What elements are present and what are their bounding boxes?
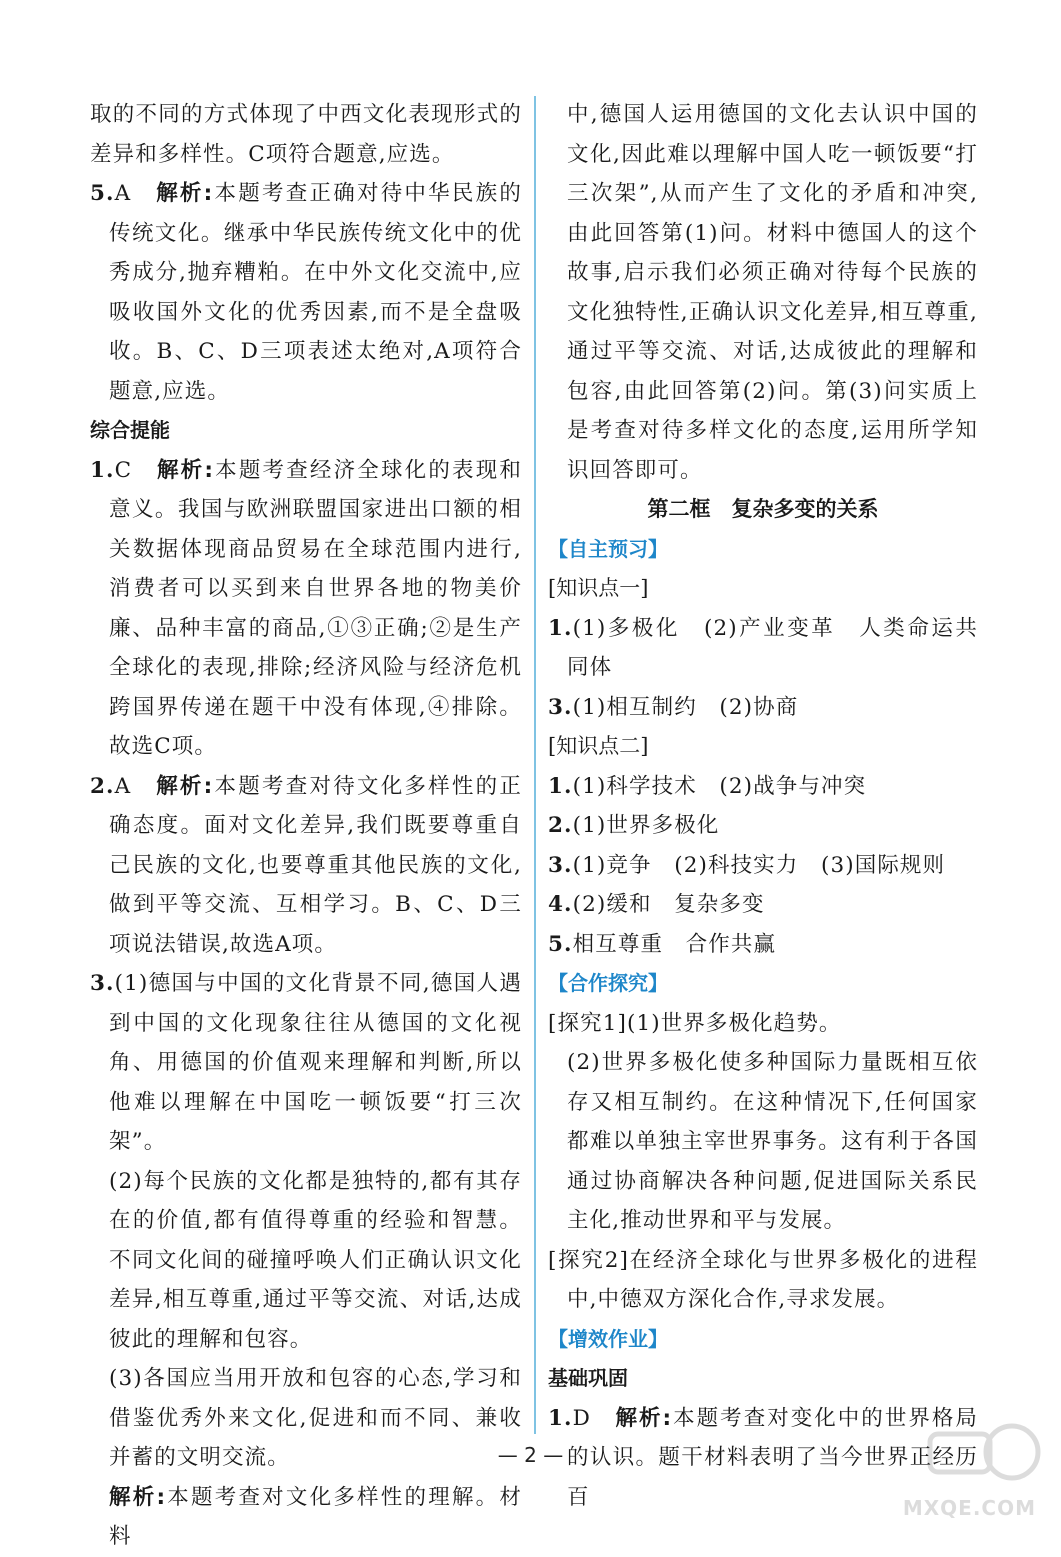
analysis-label: 解析: <box>615 1405 673 1431</box>
answer-number: 3. <box>90 971 115 996</box>
answer-z3-part2: (2)每个民族的文化都是独特的,都有其存在的价值,都有值得尊重的经验和智慧。不同文化间的碰撞呼唤人们正确认识文化差异,相互尊重,通过平等交流、对话,达成彼此的理解和包容。 <box>109 1168 522 1352</box>
tag-self-preview: 【自主预习】 <box>548 536 668 561</box>
answer-text: (1)德国与中国的文化背景不同,德国人遇到中国的文化现象往往从德国的文化视角、用德国的价值观来理解和判断,所以他难以理解在中国吃一顿饭要“打三次架”。 <box>109 971 522 1154</box>
answer-text: 本题考查正确对待中华民族的传统文化。继承中华民族传统文化中的优秀成分,抛弃糟粕。在中外文化交流中,应吸收国外文化的优秀因素,而不是全盘吸收。B、C、D三项表述太绝对,A项符合题意,应选。 <box>109 181 522 404</box>
item-number: 3. <box>548 694 573 720</box>
analysis-label: 解析: <box>157 457 215 483</box>
answer-number: 2. <box>90 773 115 799</box>
item-number: 3. <box>548 852 573 878</box>
watermark-text: MXQE.COM <box>902 1496 1036 1520</box>
kp1-item <box>548 688 978 728</box>
analysis-label: 解析: <box>109 1484 167 1510</box>
answer-choice: D <box>572 1405 591 1431</box>
lesson-title: 第二框 复杂多变的关系 <box>647 497 879 521</box>
right-column <box>548 95 978 1517</box>
answer-choice: A <box>114 773 132 799</box>
item-text: (2)缓和 复杂多变 <box>572 892 765 917</box>
right-continuation: 中,德国人运用德国的文化去认识中国的文化,因此难以理解中国人吃一顿饭要“打三次架”,从而产生了文化的矛盾和冲突,由此回答第(1)问。材料中德国人的这个故事,启示我们必须正确对待每个民族的文化独特性,正确认识文化差异,相互尊重,通过平等交流、对话,达成彼此的理解和包容,由此回答第(2)问。第(3)问实质上是考查对待多样文化的态度,运用所学知识回答即可。 <box>567 102 978 483</box>
left-continuation: 取的不同的方式体现了中西文化表现形式的差异和多样性。C项符合题意,应选。 <box>90 102 522 167</box>
explore-label: [探究1] <box>548 1010 627 1036</box>
item-text: (1)世界多极化 <box>572 813 720 838</box>
kp2-item <box>548 925 978 965</box>
item-text: (1)多极化 (2)产业变革 人类命运共同体 <box>567 615 978 680</box>
item-number: 5. <box>548 931 573 957</box>
item-number: 4. <box>548 892 573 917</box>
answer-z1 <box>90 451 522 767</box>
answer-z2 <box>90 767 522 965</box>
answer-5 <box>90 174 522 411</box>
item-number: 1. <box>548 615 573 641</box>
section-heading-comprehensive: 综合提能 <box>90 418 170 442</box>
item-number: 1. <box>548 773 573 799</box>
explore-2 <box>548 1241 978 1320</box>
answer-text: 本题考查经济全球化的表现和意义。我国与欧洲联盟国家进出口额的相关数据体现商品贸易在全球范围内进行,消费者可以买到来自世界各地的物美价廉、品种丰富的商品,①③正确;②是生产全球化的表现,排除;经济风险与经济危机跨国界传递在题干中没有体现,④排除。故选C项。 <box>109 457 522 759</box>
knowledge-point-2: [知识点二] <box>548 734 649 758</box>
answer-number: 5. <box>90 181 115 206</box>
answer-choice: C <box>114 457 133 483</box>
kp2-item <box>548 846 978 886</box>
knowledge-point-1: [知识点一] <box>548 576 649 600</box>
column-divider <box>534 96 536 1434</box>
explore-1-line <box>548 1004 978 1044</box>
watermark-icon <box>922 1420 1042 1490</box>
answer-z3-analysis <box>90 1478 522 1557</box>
item-text: (1)科学技术 (2)战争与冲突 <box>572 773 867 799</box>
answer-z3-part1 <box>90 964 522 1162</box>
answer-text: 本题考查对待文化多样性的正确态度。面对文化差异,我们既要尊重自己民族的文化,也要尊重其他民族的文化,做到平等交流、互相学习。B、C、D三项说法错误,故选A项。 <box>109 773 522 957</box>
left-column <box>90 95 522 1557</box>
answer-choice: A <box>114 181 132 206</box>
explore-text: 在经济全球化与世界多极化的进程中,中德双方深化合作,寻求发展。 <box>567 1247 978 1312</box>
tag-homework: 【增效作业】 <box>548 1326 668 1351</box>
page-number: — 2 — <box>497 1443 564 1467</box>
explore-text: (1)世界多极化趋势。 <box>626 1010 842 1036</box>
item-text: 相互尊重 合作共赢 <box>572 931 777 957</box>
kp2-item <box>548 806 978 846</box>
analysis-label: 解析: <box>156 773 214 799</box>
tag-cooperative-inquiry: 【合作探究】 <box>548 971 668 995</box>
explore-label: [探究2] <box>548 1247 629 1273</box>
kp2-item <box>548 885 978 925</box>
kp1-item <box>548 609 978 688</box>
item-number: 2. <box>548 813 573 838</box>
item-text: (1)竞争 (2)科技实力 (3)国际规则 <box>572 852 946 878</box>
explore-1-part2: (2)世界多极化使多种国际力量既相互依存又相互制约。在这种情况下,任何国家都难以单独主宰世界事务。这有利于各国通过协商解决各种问题,促进国际关系民主化,推动世界和平与发展。 <box>567 1050 978 1233</box>
item-text: (1)相互制约 (2)协商 <box>572 694 799 720</box>
section-heading-basic: 基础巩固 <box>548 1366 628 1390</box>
analysis-label: 解析: <box>156 181 214 206</box>
answer-number: 1. <box>548 1405 573 1431</box>
answer-z3-part3: (3)各国应当用开放和包容的心态,学习和借鉴优秀外来文化,促进和而不同、兼收并蓄的文明交流。 <box>109 1366 522 1470</box>
answer-number: 1. <box>90 457 115 483</box>
kp2-item <box>548 767 978 807</box>
watermark-logo <box>902 1420 1042 1520</box>
analysis-text: 本题考查对文化多样性的理解。材料 <box>109 1484 522 1549</box>
answer-text: 本题考查对变化中的世界格局的认识。题干材料表明了当今世界正经历百 <box>567 1405 978 1510</box>
